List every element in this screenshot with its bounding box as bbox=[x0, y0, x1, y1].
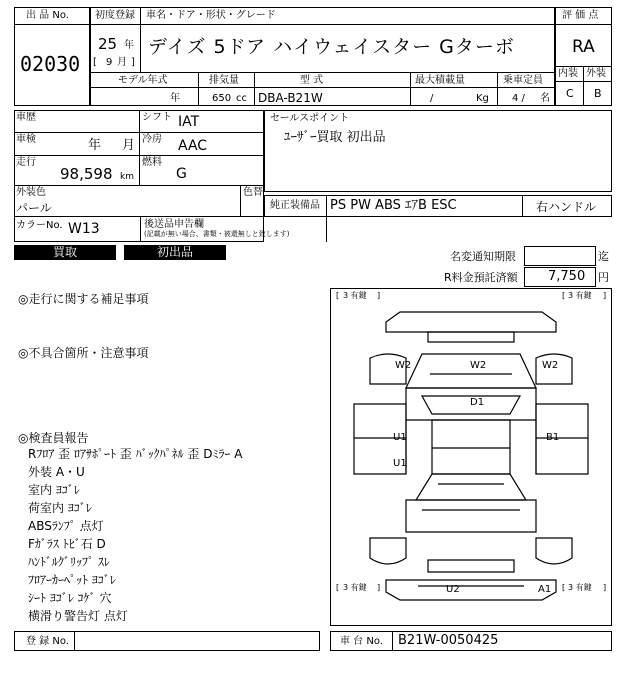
load-unit: Kg bbox=[476, 93, 489, 104]
equipment: PS PW ABS ｴｱB ESC bbox=[330, 198, 457, 213]
sales-point-label: セールスポイント bbox=[270, 113, 350, 124]
inspection-month-unit: 月 bbox=[122, 138, 136, 153]
shift-value: IAT bbox=[178, 114, 200, 130]
driving-remarks-label: ◎走行に関する補足事項 bbox=[18, 292, 149, 306]
tag-bracket-tl-close: ] bbox=[377, 291, 381, 300]
damage-w2-mid: W2 bbox=[470, 360, 487, 371]
sales-point: ﾕｰｻﾞｰ買取 初出品 bbox=[284, 130, 386, 145]
ac-value: AAC bbox=[178, 138, 208, 154]
equipment-label: 純正装備品 bbox=[270, 200, 320, 211]
history-label: 車歴 bbox=[16, 112, 36, 123]
load-label: 最大積載量 bbox=[415, 75, 465, 86]
inspector-report-line: ﾌﾛｱｰｶｰﾍﾟｯﾄ ﾖｺﾞﾚ bbox=[28, 573, 116, 587]
exterior-label: 外装 bbox=[586, 68, 606, 79]
damage-u1-top: U1 bbox=[393, 432, 407, 443]
eval-label: 評 価 点 bbox=[562, 10, 599, 21]
inspection-year-unit: 年 bbox=[88, 138, 102, 153]
ac-label: 冷房 bbox=[142, 134, 162, 145]
notice-box bbox=[524, 246, 596, 266]
mileage: 98,598 bbox=[60, 165, 113, 183]
capacity-unit: 名 bbox=[540, 93, 550, 104]
diagram-tag-bottom-right: 3 有鍵 bbox=[568, 583, 592, 592]
tag-bracket-br: [ bbox=[562, 583, 566, 592]
shift-label: シフト bbox=[142, 112, 172, 123]
damage-w2-right: W2 bbox=[542, 360, 559, 371]
displacement: 650 bbox=[212, 93, 232, 104]
inspector-report-line: Rﾌﾛｱ 歪 ﾛｱｻﾎﾟｰﾄ 歪 ﾊﾞｯｸﾊﾟﾈﾙ 歪 Dﾐﾗｰ A bbox=[28, 447, 243, 461]
ext-color-label: 外装色 bbox=[16, 187, 46, 198]
tag-bracket-br-close: ] bbox=[603, 583, 607, 592]
damage-b1: B1 bbox=[546, 432, 560, 443]
mileage-label: 走行 bbox=[16, 157, 36, 168]
inspector-report-line: 室内 ﾖｺﾞﾚ bbox=[28, 483, 80, 497]
defect-remarks-label: ◎不具合箇所・注意事項 bbox=[18, 346, 149, 360]
color-no: W13 bbox=[68, 221, 100, 237]
notice-label: 名変通知期限 bbox=[450, 250, 516, 263]
damage-w2-left: W2 bbox=[395, 360, 412, 371]
chassis-no: B21W-0050425 bbox=[398, 633, 499, 648]
recycle-value: 7,750 bbox=[548, 269, 586, 284]
year-unit: 年 bbox=[124, 40, 134, 51]
damage-d1: D1 bbox=[470, 397, 485, 408]
color-no-label: カラーNo. bbox=[16, 220, 63, 231]
diagram-tag-bottom-left: 3 有鍵 bbox=[343, 583, 367, 592]
first-listing-badge: 初出品 bbox=[124, 245, 226, 260]
tag-bracket-tl: [ bbox=[336, 291, 340, 300]
month-unit: 月 bbox=[117, 57, 127, 68]
displacement-unit: cc bbox=[236, 93, 247, 104]
inspector-report-line: 横滑り警告灯 点灯 bbox=[28, 609, 128, 623]
recycle-unit: 円 bbox=[598, 271, 609, 284]
post-doc-label: 後送品申告欄 bbox=[144, 219, 204, 230]
inspector-report-line: ｼｰﾄ ﾖｺﾞﾚ ｺｹﾞ 穴 bbox=[28, 591, 112, 605]
inspection-label: 車検 bbox=[16, 134, 36, 145]
damage-a1: A1 bbox=[538, 584, 552, 595]
type-value: DBA-B21W bbox=[258, 91, 323, 105]
reg-no-label: 登 録 No. bbox=[26, 636, 69, 647]
model-year-unit: 年 bbox=[170, 93, 180, 104]
ext-color: パール bbox=[16, 201, 52, 215]
fuel-value: G bbox=[176, 166, 187, 182]
lot-no-label: 出 品 No. bbox=[26, 10, 69, 21]
inspector-report-line: Fｶﾞﾗｽ ﾄﾋﾞ石 D bbox=[28, 537, 106, 551]
interior-score: C bbox=[566, 87, 574, 100]
type-label: 型 式 bbox=[300, 75, 324, 86]
tag-bracket-tr: [ bbox=[562, 291, 566, 300]
capacity-label: 乗車定員 bbox=[503, 75, 543, 86]
buy-badge: 買取 bbox=[14, 245, 116, 260]
diagram-tag-top-right: 3 有鍵 bbox=[568, 291, 592, 300]
inspector-report-label: ◎検査員報告 bbox=[18, 431, 89, 445]
inspector-report-line: 荷室内 ﾖｺﾞﾚ bbox=[28, 501, 92, 515]
displacement-label: 排気量 bbox=[209, 75, 239, 86]
inspector-report-line: ABSﾗﾝﾌﾟ 点灯 bbox=[28, 519, 104, 533]
month-bracket: [ bbox=[93, 57, 97, 68]
diagram-tag-top-left: 3 有鍵 bbox=[343, 291, 367, 300]
car-name-label: 車名・ドア・形状・グレード bbox=[146, 10, 276, 21]
tag-bracket-tr-close: ] bbox=[603, 291, 607, 300]
chassis-no-label: 車 台 No. bbox=[340, 636, 383, 647]
first-reg-label: 初度登録 bbox=[95, 10, 135, 21]
first-reg-month: 9 bbox=[106, 57, 113, 68]
fuel-label: 燃料 bbox=[142, 157, 162, 168]
first-reg-year: 25 bbox=[98, 35, 118, 53]
capacity-value: 4 / bbox=[512, 93, 525, 104]
load-value: / bbox=[430, 93, 434, 104]
handle-side: 右ハンドル bbox=[536, 200, 597, 214]
exterior-score: B bbox=[594, 87, 602, 100]
damage-u2: U2 bbox=[446, 584, 460, 595]
month-bracket-close: ] bbox=[131, 57, 135, 68]
repaint-label: 色替 bbox=[243, 187, 263, 198]
inspector-report-line: 外装 A・U bbox=[28, 465, 85, 479]
car-outline-diagram bbox=[330, 288, 612, 626]
tag-bracket-bl: [ bbox=[336, 583, 340, 592]
notice-unit: 迄 bbox=[598, 250, 609, 263]
inspector-report-line: ﾊﾝﾄﾞﾙｸﾞﾘｯﾌﾟ ｽﾚ bbox=[28, 555, 110, 569]
mileage-unit: km bbox=[120, 172, 134, 182]
interior-label: 内装 bbox=[558, 68, 578, 79]
recycle-label: R料金預託済額 bbox=[444, 271, 518, 284]
model-year-label: モデル年式 bbox=[118, 75, 168, 86]
eval-score: RA bbox=[572, 37, 595, 57]
car-name: デイズ 5ドア ハイウェイスター Gターボ bbox=[148, 36, 515, 58]
tag-bracket-bl-close: ] bbox=[377, 583, 381, 592]
post-doc-note: (記載が無い場合、書類・被還無しと致します) bbox=[144, 230, 290, 238]
lot-no: 02030 bbox=[20, 52, 81, 76]
damage-u1-bottom: U1 bbox=[393, 458, 407, 469]
